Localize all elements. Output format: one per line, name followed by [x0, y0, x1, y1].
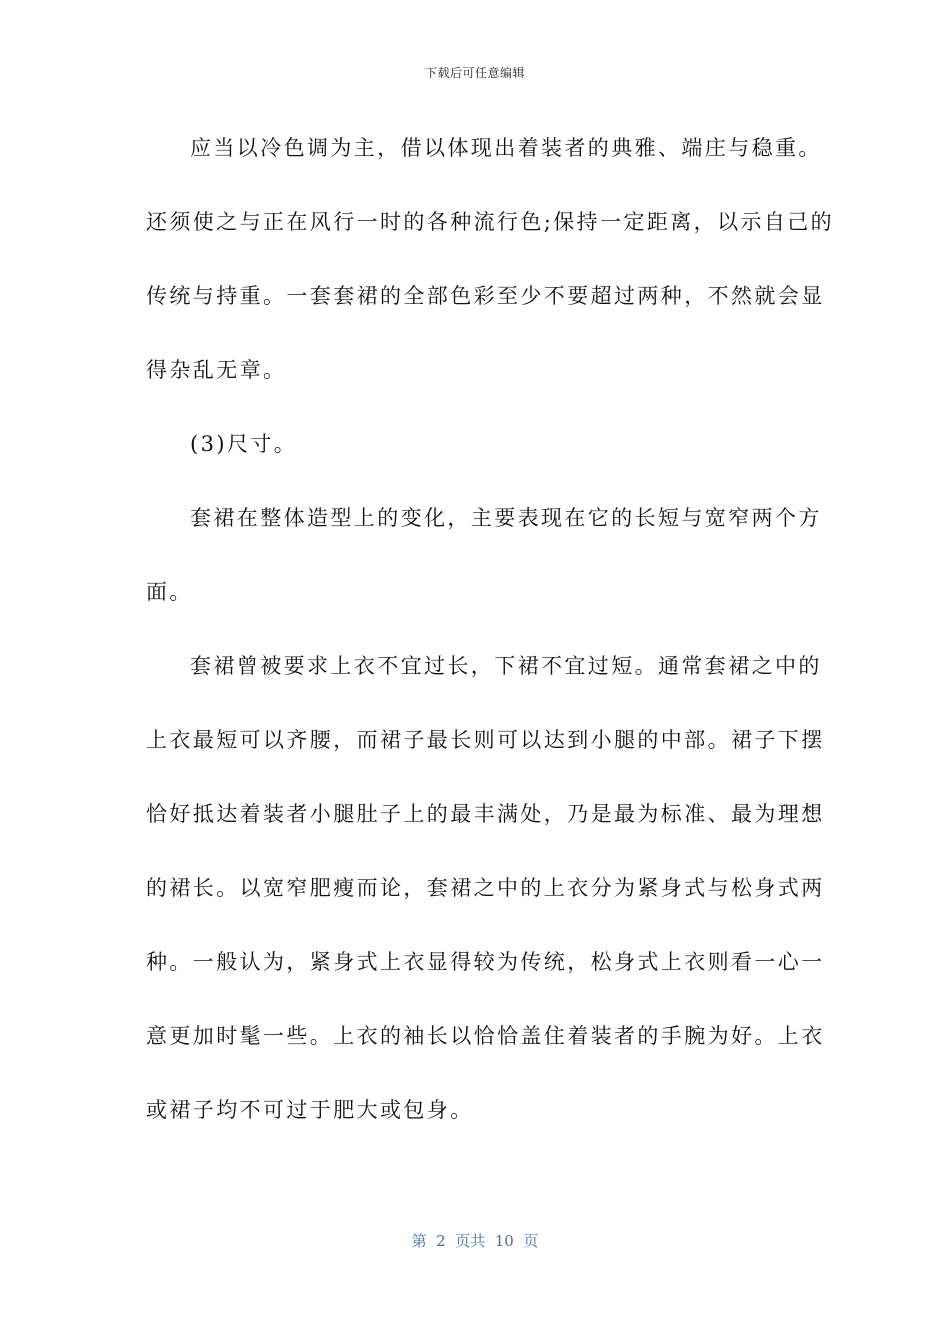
paragraph-line: 套裙在整体造型上的变化，主要表现在它的长短与宽窄两个方	[190, 506, 822, 530]
paragraph-line: 或裙子均不可过于肥大或包身。	[146, 1098, 474, 1122]
paragraph-line: 种。一般认为，紧身式上衣显得较为传统，松身式上衣则看一心一	[146, 950, 825, 974]
document-body	[146, 128, 835, 1164]
page-header-note: 下载后可任意编辑	[424, 66, 525, 80]
section-heading: (3)尺寸。	[190, 432, 298, 456]
paragraph-line: 意更加时髦一些。上衣的袖长以恰恰盖住着装者的手腕为好。上衣	[146, 1024, 825, 1048]
page-number-footer: 第 2 页共 10 页	[411, 1232, 539, 1250]
paragraph-line: 的裙长。以宽窄肥瘦而论，套裙之中的上衣分为紧身式与松身式两	[146, 876, 825, 900]
paragraph-line: 传统与持重。一套套裙的全部色彩至少不要超过两种，不然就会显	[146, 284, 825, 308]
paragraph-line: 还须使之与正在风行一时的各种流行色;保持一定距离，以示自己的	[146, 210, 835, 234]
paragraph-line: 套裙曾被要求上衣不宜过长，下裙不宜过短。通常套裙之中的	[190, 654, 822, 678]
paragraph-line: 应当以冷色调为主，借以体现出着装者的典雅、端庄与稳重。	[190, 136, 822, 160]
paragraph-line: 恰好抵达着装者小腿肚子上的最丰满处，乃是最为标准、最为理想	[146, 802, 825, 826]
paragraph-line: 上衣最短可以齐腰，而裙子最长则可以达到小腿的中部。裙子下摆	[146, 728, 825, 752]
paragraph-line: 得杂乱无章。	[146, 358, 287, 382]
paragraph-line: 面。	[146, 580, 193, 604]
